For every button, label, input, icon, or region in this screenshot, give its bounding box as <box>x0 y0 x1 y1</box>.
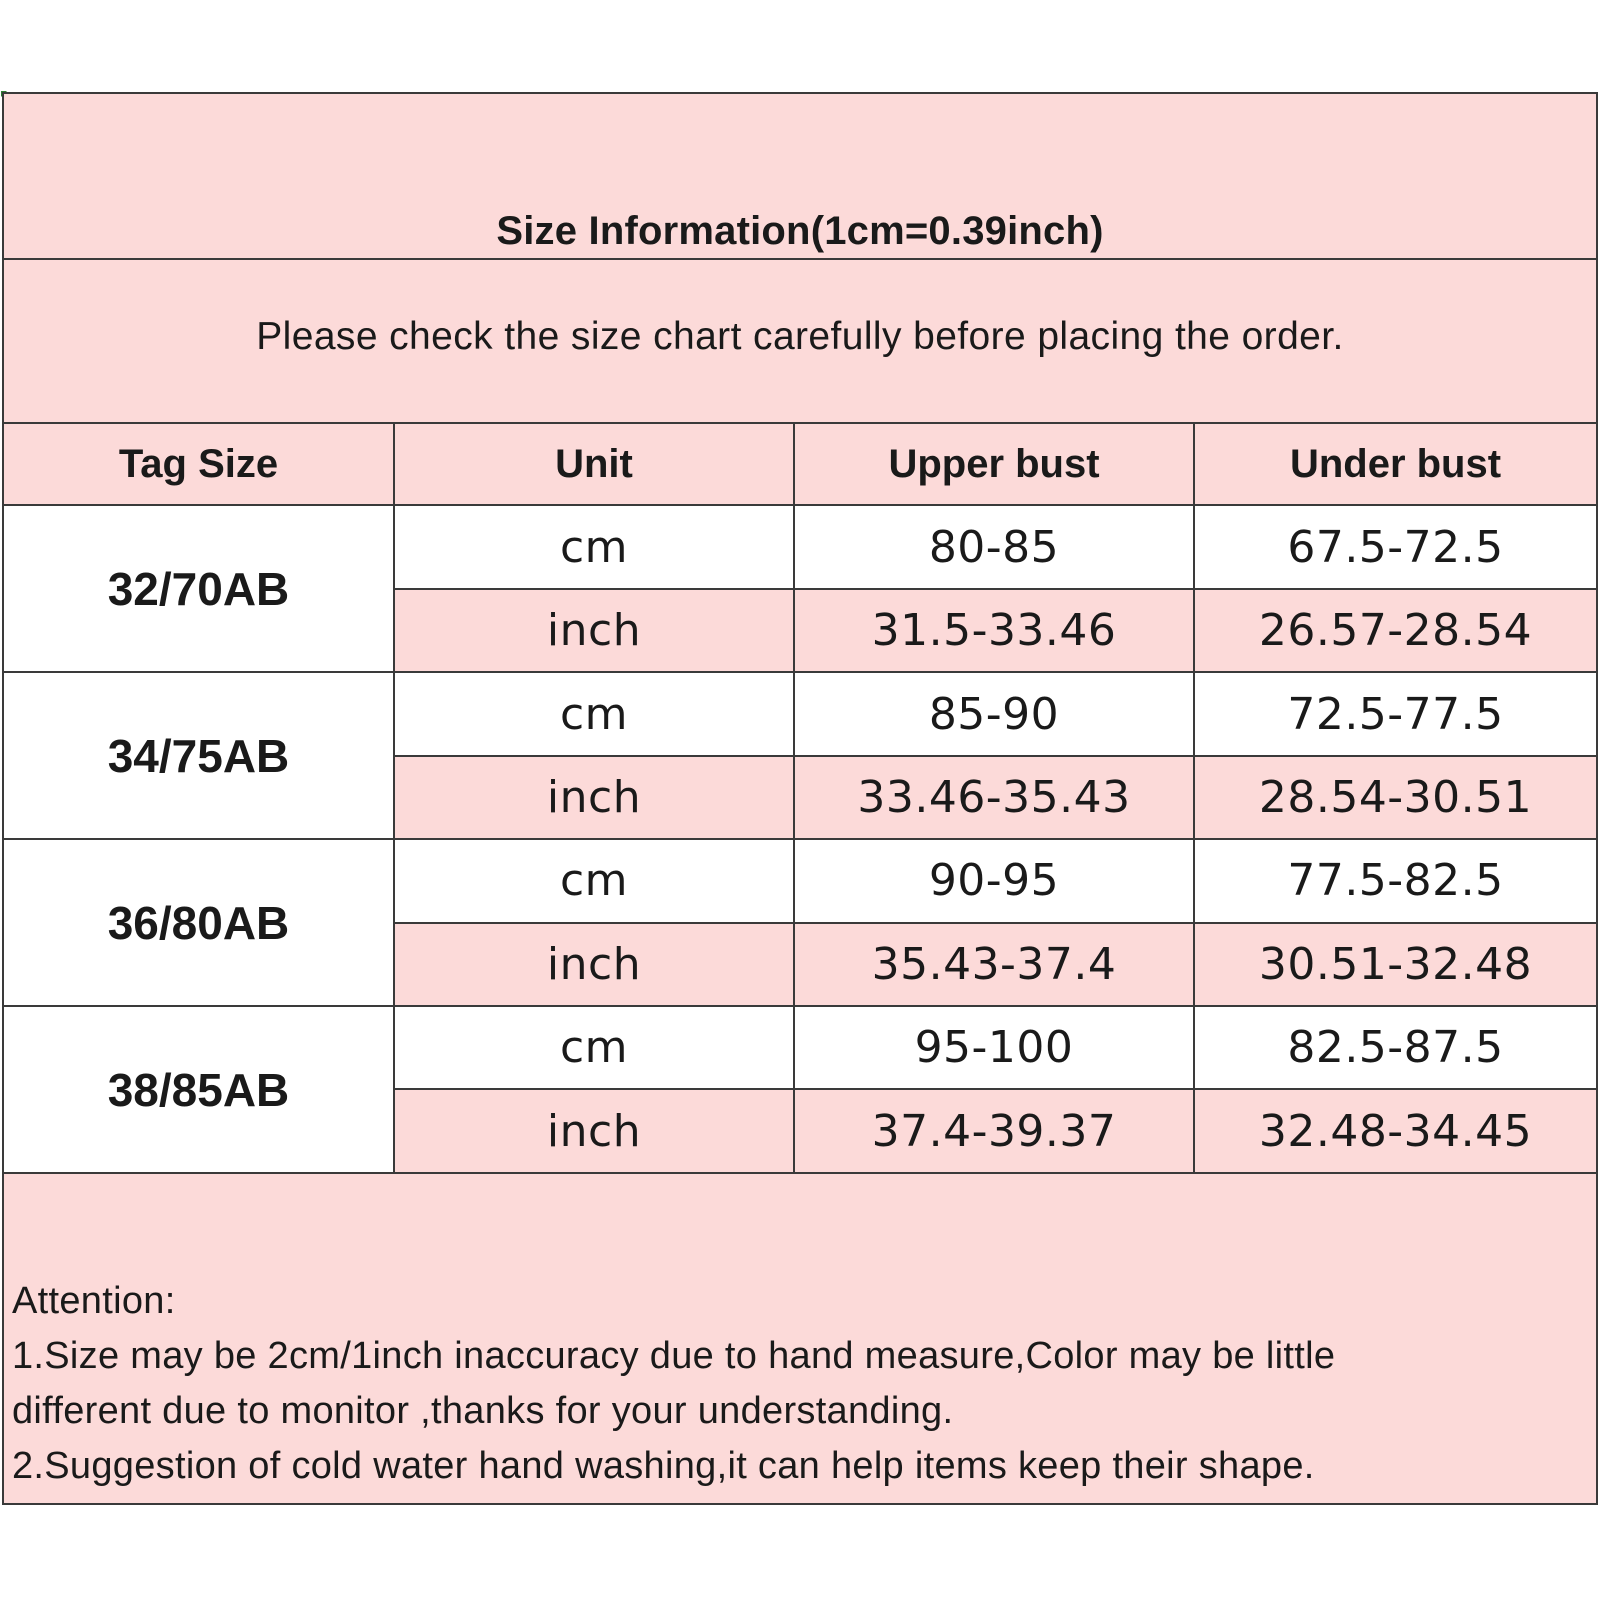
tag-size-cell: 38/85AB <box>4 1006 394 1173</box>
unit-cell: inch <box>394 923 794 1006</box>
upper-bust-cell: 33.46-35.43 <box>794 756 1194 839</box>
header-upper-bust: Upper bust <box>794 424 1194 505</box>
table-row <box>4 672 1596 755</box>
notice-text: Please check the size chart carefully before placing the order. <box>256 315 1344 358</box>
under-bust-cell: 32.48-34.45 <box>1194 1089 1596 1173</box>
upper-bust-cell: 90-95 <box>794 839 1194 922</box>
unit-cell: inch <box>394 589 794 672</box>
tag-size-cell: 36/80AB <box>4 839 394 1006</box>
under-bust-cell: 30.51-32.48 <box>1194 923 1596 1006</box>
under-bust-cell: 28.54-30.51 <box>1194 756 1596 839</box>
tag-size-cell: 32/70AB <box>4 505 394 672</box>
header-tag-size: Tag Size <box>4 424 394 505</box>
upper-bust-cell: 85-90 <box>794 672 1194 755</box>
tag-size-cell: 34/75AB <box>4 672 394 839</box>
under-bust-cell: 82.5-87.5 <box>1194 1006 1596 1089</box>
attention-notes <box>12 1274 1582 1494</box>
attention-heading: Attention: <box>12 1280 176 1322</box>
under-bust-cell: 77.5-82.5 <box>1194 839 1596 922</box>
notice-row <box>4 260 1596 424</box>
upper-bust-cell: 95-100 <box>794 1006 1194 1089</box>
unit-cell: inch <box>394 756 794 839</box>
page-title: Size Information(1cm=0.39inch) <box>496 209 1104 253</box>
attention-line: different due to monitor ,thanks for your understanding. <box>12 1390 954 1432</box>
unit-cell: cm <box>394 839 794 922</box>
table-row <box>4 839 1596 922</box>
under-bust-cell: 67.5-72.5 <box>1194 505 1596 588</box>
unit-cell: cm <box>394 505 794 588</box>
title-row <box>4 94 1596 260</box>
header-under-bust: Under bust <box>1194 424 1596 505</box>
table-header-row <box>4 424 1596 505</box>
under-bust-cell: 72.5-77.5 <box>1194 672 1596 755</box>
table-row <box>4 505 1596 588</box>
upper-bust-cell: 31.5-33.46 <box>794 589 1194 672</box>
under-bust-cell: 26.57-28.54 <box>1194 589 1596 672</box>
size-chart-sheet <box>2 92 1598 1505</box>
header-unit: Unit <box>394 424 794 505</box>
table-row <box>4 1006 1596 1089</box>
unit-cell: cm <box>394 672 794 755</box>
upper-bust-cell: 35.43-37.4 <box>794 923 1194 1006</box>
upper-bust-cell: 80-85 <box>794 505 1194 588</box>
attention-line: 2.Suggestion of cold water hand washing,it can help items keep their shape. <box>12 1445 1315 1487</box>
upper-bust-cell: 37.4-39.37 <box>794 1089 1194 1173</box>
unit-cell: inch <box>394 1089 794 1173</box>
unit-cell: cm <box>394 1006 794 1089</box>
size-table <box>4 424 1596 1174</box>
attention-line: 1.Size may be 2cm/1inch inaccuracy due to hand measure,Color may be little <box>12 1335 1336 1377</box>
